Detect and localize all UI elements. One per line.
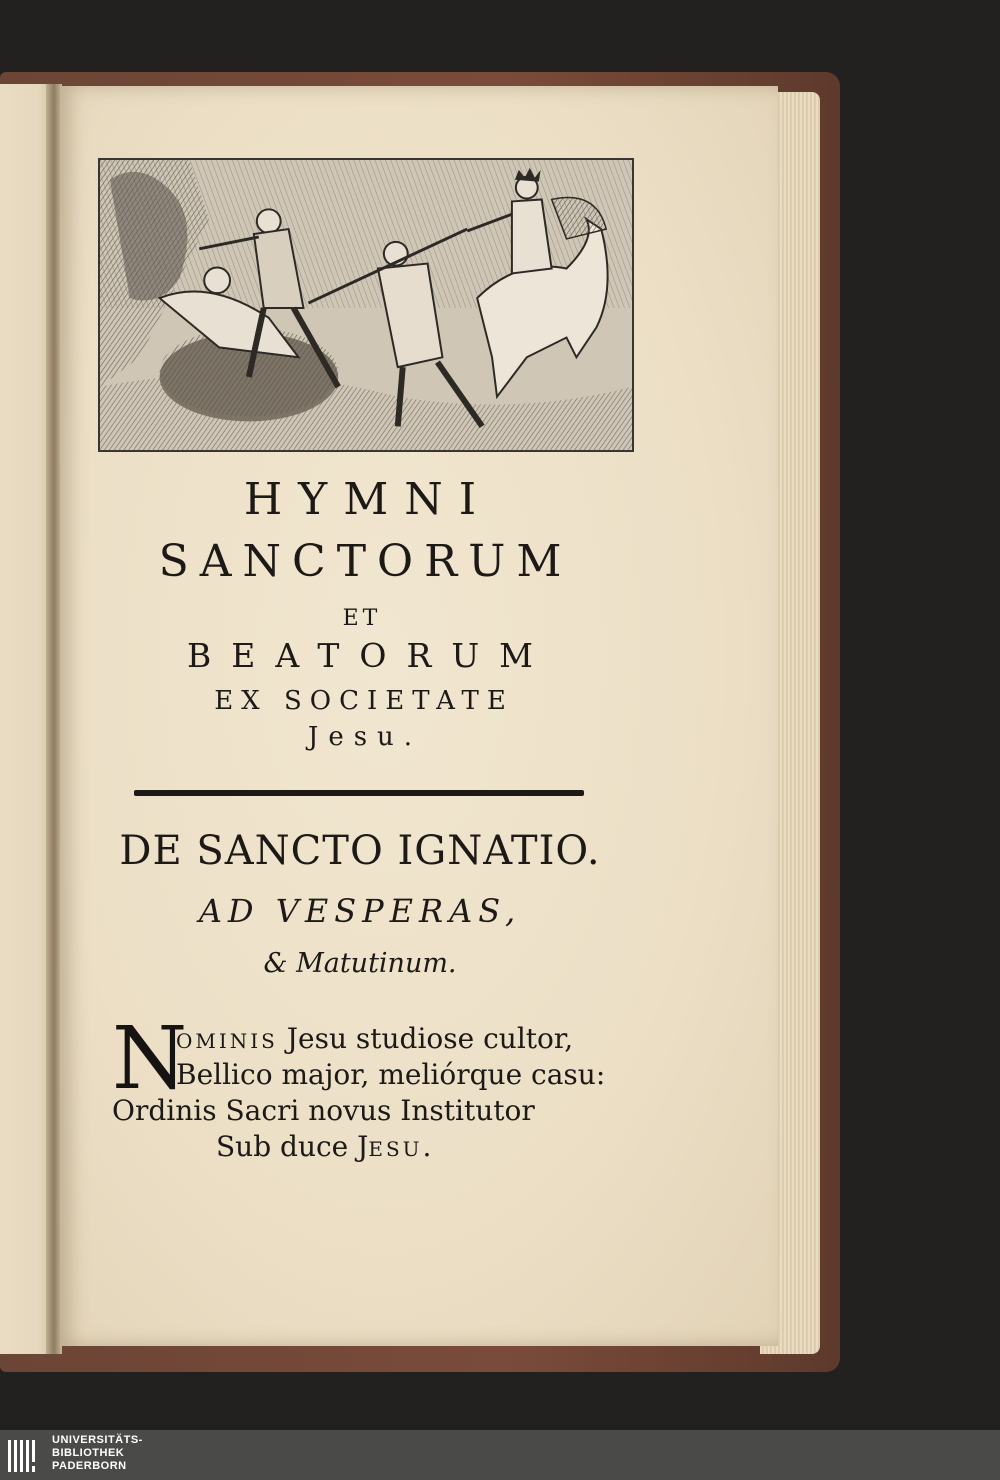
library-name bbox=[52, 1434, 143, 1473]
library-logo-icon bbox=[6, 1436, 46, 1476]
hymn-line-1-smallcaps: OMINIS bbox=[176, 1029, 278, 1053]
hymn-line-1 bbox=[176, 1022, 573, 1058]
library-footer bbox=[0, 1430, 1000, 1480]
title-line-et: ET bbox=[342, 606, 382, 631]
hymn-line-3: Ordinis Sacri novus Institutor bbox=[112, 1094, 535, 1127]
title-line-ex-societate: EX SOCIETATE bbox=[214, 686, 514, 716]
title-line-hymni: HYMNI bbox=[243, 474, 493, 525]
hymn-line-2: Bellico major, meliórque casu: bbox=[176, 1058, 606, 1091]
hymn-line-4-start: Sub duce J bbox=[216, 1130, 369, 1163]
hymn-line-4 bbox=[216, 1130, 431, 1166]
title-line-sanctorum: SANCTORUM bbox=[158, 536, 573, 587]
library-name-line-3: PADERBORN bbox=[52, 1460, 127, 1472]
hymn-line-4-end: . bbox=[422, 1130, 432, 1163]
library-name-line-2: BIBLIOTHEK bbox=[52, 1447, 125, 1459]
title-rule bbox=[134, 790, 584, 796]
hymn-line-4-smallcaps: ESU bbox=[368, 1137, 423, 1161]
section-heading: DE SANCTO IGNATIO. bbox=[119, 828, 601, 874]
library-name-line-1: UNIVERSITÄTS- bbox=[52, 1434, 143, 1446]
section-subheading-2: & Matutinum. bbox=[263, 948, 457, 979]
engraving-illustration bbox=[98, 158, 634, 452]
section-subheading: AD VESPERAS, bbox=[198, 892, 522, 930]
title-line-beatorum: BEATORUM bbox=[187, 636, 553, 675]
drop-cap: N bbox=[112, 1009, 188, 1109]
title-line-jesu: Jesu. bbox=[307, 722, 423, 752]
hymn-line-1-text: Jesu studiose cultor, bbox=[277, 1022, 574, 1055]
